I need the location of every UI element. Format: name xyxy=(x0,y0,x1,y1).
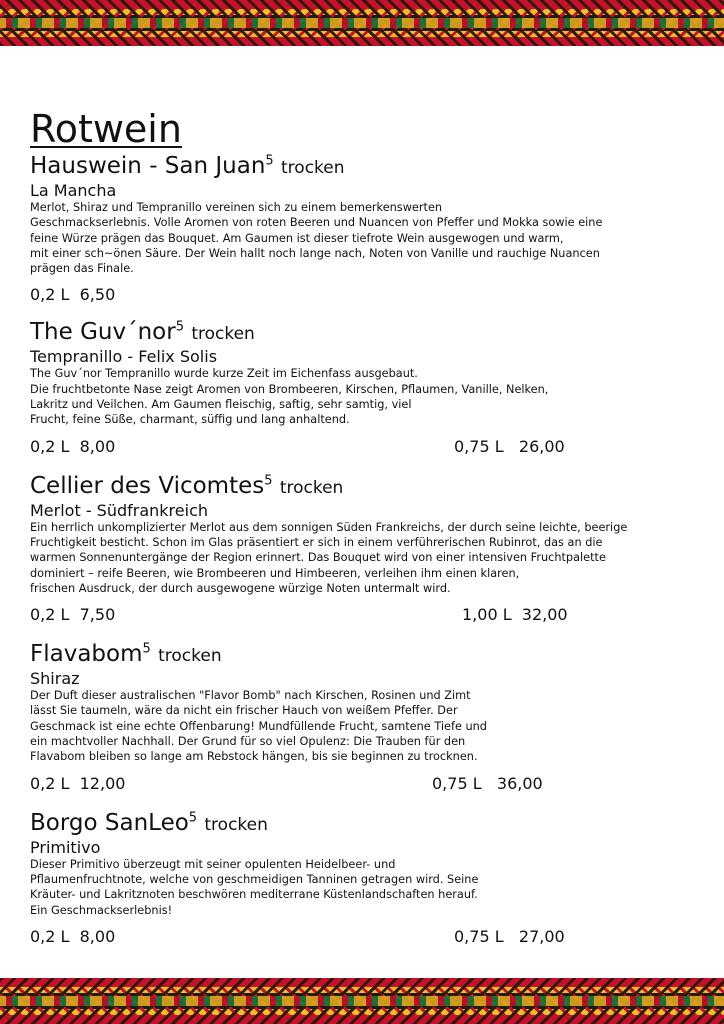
description-line: Fruchtigkeit besticht. Schon im Glas präsentiert er sich in einem verführerischen Rubinrot, das an die xyxy=(30,535,603,549)
wine-name: Borgo SanLeo xyxy=(30,809,189,836)
wine-type: trocken xyxy=(281,158,345,178)
description-line: Der Duft dieser australischen "Flavor Bomb" nach Kirschen, Rosinen und Zimt xyxy=(30,689,471,703)
description-line: Geschmackserlebnis. Volle Aromen von roten Beeren und Nuancen von Pfeffer und Mokka sowie eine xyxy=(30,216,603,230)
description-line: Die fruchtbetonte Nase zeigt Aromen von Brombeeren, Kirschen, Pflaumen, Vanille, Nelken, xyxy=(30,382,549,396)
price-row xyxy=(30,434,694,460)
description-line: prägen das Finale. xyxy=(30,262,134,276)
wine-subtitle: Tempranillo - Felix Solis xyxy=(30,347,218,367)
wine-header xyxy=(30,152,694,182)
description-line: dominiert – reife Beeren, wie Brombeeren und Himbeeren, verleihen ihm einen klaren, xyxy=(30,566,520,580)
wine-entry xyxy=(30,472,694,628)
wine-name: Flavabom xyxy=(30,641,143,668)
wine-subtitle: La Mancha xyxy=(30,181,117,200)
wine-description xyxy=(30,366,694,427)
price-glass: 0,2 L 12,00 xyxy=(30,773,126,793)
wine-type: trocken xyxy=(158,646,222,667)
wine-description xyxy=(30,688,694,764)
decorative-border-bottom xyxy=(0,978,724,1024)
description-line: warmen Sonnenuntergänge der Region erinnert. Das Bouquet wird von einer intensiven Fruchtpalette xyxy=(30,551,606,565)
wine-subtitle: Shiraz xyxy=(30,669,80,689)
description-line: frischen Ausdruck, der durch ausgewogene würzige Noten untermalt wird. xyxy=(30,581,451,595)
wine-name: Cellier des Vicomtes xyxy=(30,472,265,499)
allergen-mark: 5 xyxy=(175,319,184,335)
description-line: Pflaumenfruchtnote, welche von geschmeidigen Tanninen getragen wird. Seine xyxy=(30,872,479,886)
price-glass: 0,2 L 7,50 xyxy=(30,605,116,625)
description-line: Ein herrlich unkomplizierter Merlot aus dem sonnigen Süden Frankreichs, der durch seine leichte, beerige xyxy=(30,520,628,534)
allergen-mark: 5 xyxy=(142,641,151,657)
wine-description xyxy=(30,200,694,276)
page-title: Rotwein xyxy=(30,107,182,151)
wine-description xyxy=(30,520,694,596)
price-glass: 0,2 L 8,00 xyxy=(30,926,116,946)
price-glass: 0,2 L 8,00 xyxy=(30,436,116,456)
price-row xyxy=(30,282,694,308)
price-bottle: 1,00 L 32,00 xyxy=(462,605,568,625)
description-line: Geschmack ist eine echte Offenbarung! Mundfüllende Frucht, samtene Tiefe und xyxy=(30,719,487,733)
wine-header xyxy=(30,318,694,348)
description-line: ein machtvoller Nachhall. Der Grund für so viel Opulenz: Die Trauben für den xyxy=(30,735,466,749)
description-line: feine Würze prägen das Bouquet. Am Gaumen ist dieser tiefrote Wein ausgewogen und warm, xyxy=(30,231,564,245)
wine-entry xyxy=(30,640,694,796)
wine-entry xyxy=(30,152,694,308)
description-line: Flavabom bleiben so lange am Rebstock hängen, bis sie beginnen zu trocknen. xyxy=(30,750,478,764)
price-glass: 0,2 L 6,50 xyxy=(30,285,116,305)
wine-header xyxy=(30,472,694,502)
price-bottle: 0,75 L 27,00 xyxy=(454,926,565,946)
price-bottle: 0,75 L 36,00 xyxy=(432,773,543,793)
description-line: Kräuter- und Lakritznoten beschwören mediterrane Küstenlandschaften herauf. xyxy=(30,888,478,902)
description-line: mit einer sch~önen Säure. Der Wein hallt noch lange nach, Noten von Vanille und rauchige Nuancen xyxy=(30,246,600,260)
allergen-mark: 5 xyxy=(188,809,198,825)
allergen-mark: 5 xyxy=(264,473,273,489)
wine-name: Hauswein - San Juan xyxy=(30,153,266,179)
price-bottle: 0,75 L 26,00 xyxy=(454,436,565,456)
wine-type: trocken xyxy=(204,814,268,835)
wine-entry xyxy=(30,318,694,459)
description-line: The Guv´nor Tempranillo wurde kurze Zeit im Eichenfass ausgebaut. xyxy=(30,367,418,381)
wine-type: trocken xyxy=(279,477,344,498)
description-line: Dieser Primitivo überzeugt mit seiner opulenten Heidelbeer- und xyxy=(30,857,396,871)
wine-description xyxy=(30,857,694,918)
decorative-border-top xyxy=(0,0,724,46)
description-line: Merlot, Shiraz und Tempranillo vereinen sich zu einem bemerkenswerten xyxy=(30,201,443,214)
wine-subtitle: Primitivo xyxy=(30,837,101,857)
price-row xyxy=(30,924,694,950)
wine-subtitle: Merlot - Südfrankreich xyxy=(30,500,209,520)
price-row xyxy=(30,771,694,797)
wine-type: trocken xyxy=(191,324,255,345)
wine-header xyxy=(30,640,694,670)
wine-entry xyxy=(30,809,694,950)
allergen-mark: 5 xyxy=(265,153,274,169)
description-line: lässt Sie taumeln, wäre da nicht ein frischer Hauch von weißem Pfeffer. Der xyxy=(30,704,458,718)
price-row xyxy=(30,602,694,628)
menu-content xyxy=(30,106,694,950)
wine-header xyxy=(30,809,694,839)
description-line: Frucht, feine Süße, charmant, süffig und lang anhaltend. xyxy=(30,413,350,427)
description-line: Ein Geschmackserlebnis! xyxy=(30,903,173,917)
description-line: Lakritz und Veilchen. Am Gaumen fleischig, saftig, sehr samtig, viel xyxy=(30,398,412,412)
wine-name: The Guv´nor xyxy=(30,319,176,346)
